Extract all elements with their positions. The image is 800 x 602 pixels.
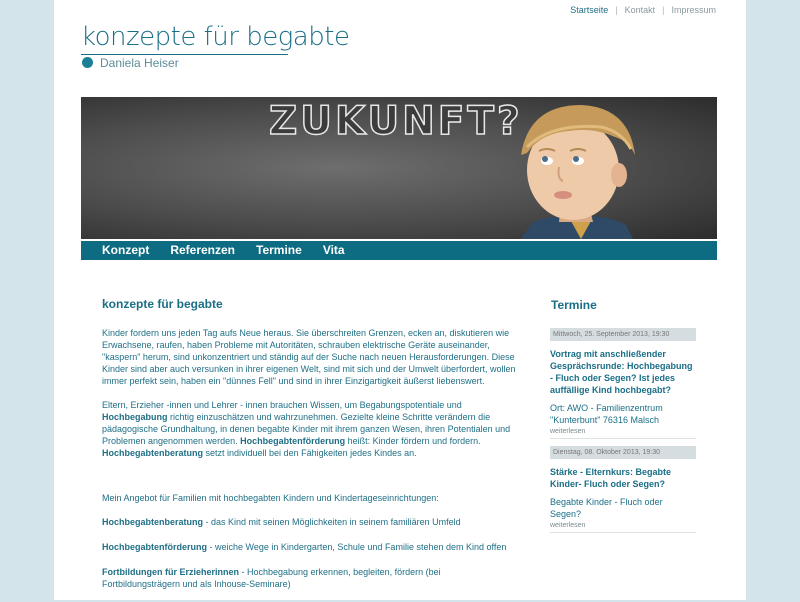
paragraph-text: heißt: Kinder fördern und fordern. [345, 436, 481, 446]
logo-subtitle: Daniela Heiser [100, 56, 179, 70]
topnav-separator: | [662, 5, 665, 15]
event-info: Begabte Kinder - Fluch oder Segen? [550, 497, 663, 519]
offer-text: - weiche Wege in Kindergarten, Schule und Familie stehen dem Kind offen [207, 542, 507, 552]
child-photo [81, 97, 717, 239]
keyword-hochbegabtenfoerderung: Hochbegabtenförderung [240, 436, 346, 446]
topnav-startseite-link[interactable]: Startseite [570, 5, 609, 15]
event-date: Dienstag, 08. Oktober 2013, 19:30 [550, 446, 696, 459]
event-date: Mittwoch, 25. September 2013, 19:30 [550, 328, 696, 341]
main-navigation [81, 239, 717, 260]
content-heading: konzepte für begabte [102, 297, 223, 311]
offer-item [102, 566, 520, 590]
second-paragraph [102, 399, 520, 459]
logo-title[interactable]: konzepte für begabte [81, 22, 350, 52]
read-more-link[interactable]: weiterlesen [550, 428, 696, 439]
logo-dot-icon [82, 57, 93, 68]
nav-item-vita[interactable]: Vita [322, 243, 345, 257]
offer-text: - das Kind mit seinen Möglichkeiten in seinem familiären Umfeld [203, 517, 461, 527]
sidebar-heading: Termine [551, 298, 597, 312]
intro-paragraph: Kinder fordern uns jeden Tag aufs Neue heraus. Sie überschreiten Grenzen, ecken an, diskutieren wie Erwachsene, raufen, haben Probleme mit Autoritäten, schrauben elektrische Geräte auseinander, "kaspern" herum, sind unkonzentriert und ständig auf der Suche nach neuen Herausforderungen. Diese Kinder sind aber auch versunken in ihrer eigenen Welt, sind mit sich und der Umwelt überfordert, wollen immer perfekt sein, haben ein "dünnes Fell" und sind in ihrer Einzigartigkeit äußerst liebenswert. [102, 328, 516, 386]
keyword-hochbegabung: Hochbegabung [102, 412, 168, 422]
logo-divider [81, 54, 288, 55]
event-title-link[interactable]: Stärke - Elternkurs: Begabte Kinder- Fluch oder Segen? [550, 467, 672, 489]
paragraph-text: Eltern, Erzieher -innen und Lehrer - innen brauchen Wissen, um Begabungspotentiale und [102, 400, 462, 410]
topnav-kontakt-link[interactable]: Kontakt [624, 5, 656, 15]
nav-item-termine[interactable]: Termine [256, 243, 302, 257]
events-sidebar [550, 298, 696, 540]
nav-item-referenzen[interactable]: Referenzen [170, 243, 236, 257]
page [54, 0, 746, 600]
offer-item [102, 516, 520, 528]
nav-item-konzept[interactable]: Konzept [102, 243, 150, 257]
hero-chalk-text: ZUKUNFT? [269, 99, 523, 144]
offer-text: - Hochbegabung erkennen, begleiten, fördern (bei Fortbildungsträgern und als Inhouse-Seminare) [102, 567, 441, 589]
read-more-link[interactable]: weiterlesen [550, 522, 696, 533]
main-content [102, 298, 520, 602]
keyword-hochbegabtenberatung: Hochbegabtenberatung [102, 448, 204, 458]
event-info: Ort: AWO - Familienzentrum "Kunterbunt" 76316 Malsch [550, 403, 663, 425]
paragraph-text: richtig einzuschätzen und wahrzunehmen. Gezielte kleine Schritte verändern die pädagogische Grundhaltung, in denen begabte Kinder mit ihrem ganzen Wesen, ihren Potentialen und Problemen angenommen werden. [102, 412, 511, 446]
offer-title: Hochbegabtenberatung [102, 517, 204, 527]
top-navigation [570, 5, 716, 15]
offer-item [102, 541, 520, 553]
offer-title: Hochbegabtenförderung [102, 542, 207, 552]
event-title-link[interactable]: Vortrag mit anschließender Gesprächsrunde: Hochbegabung - Fluch oder Segen? Ist jedes auffällige Kind hochbegabt? [550, 349, 693, 395]
topnav-separator: | [615, 5, 618, 15]
offer-intro: Mein Angebot für Familien mit hochbegabten Kindern und Kindertageseinrichtungen: [102, 493, 439, 503]
hero-banner [81, 97, 717, 239]
topnav-impressum-link[interactable]: Impressum [671, 5, 716, 15]
offer-title: Fortbildungen für Erzieherinnen [102, 567, 239, 577]
paragraph-text: setzt individuell bei den Fähigkeiten jedes Kindes an. [203, 448, 417, 458]
